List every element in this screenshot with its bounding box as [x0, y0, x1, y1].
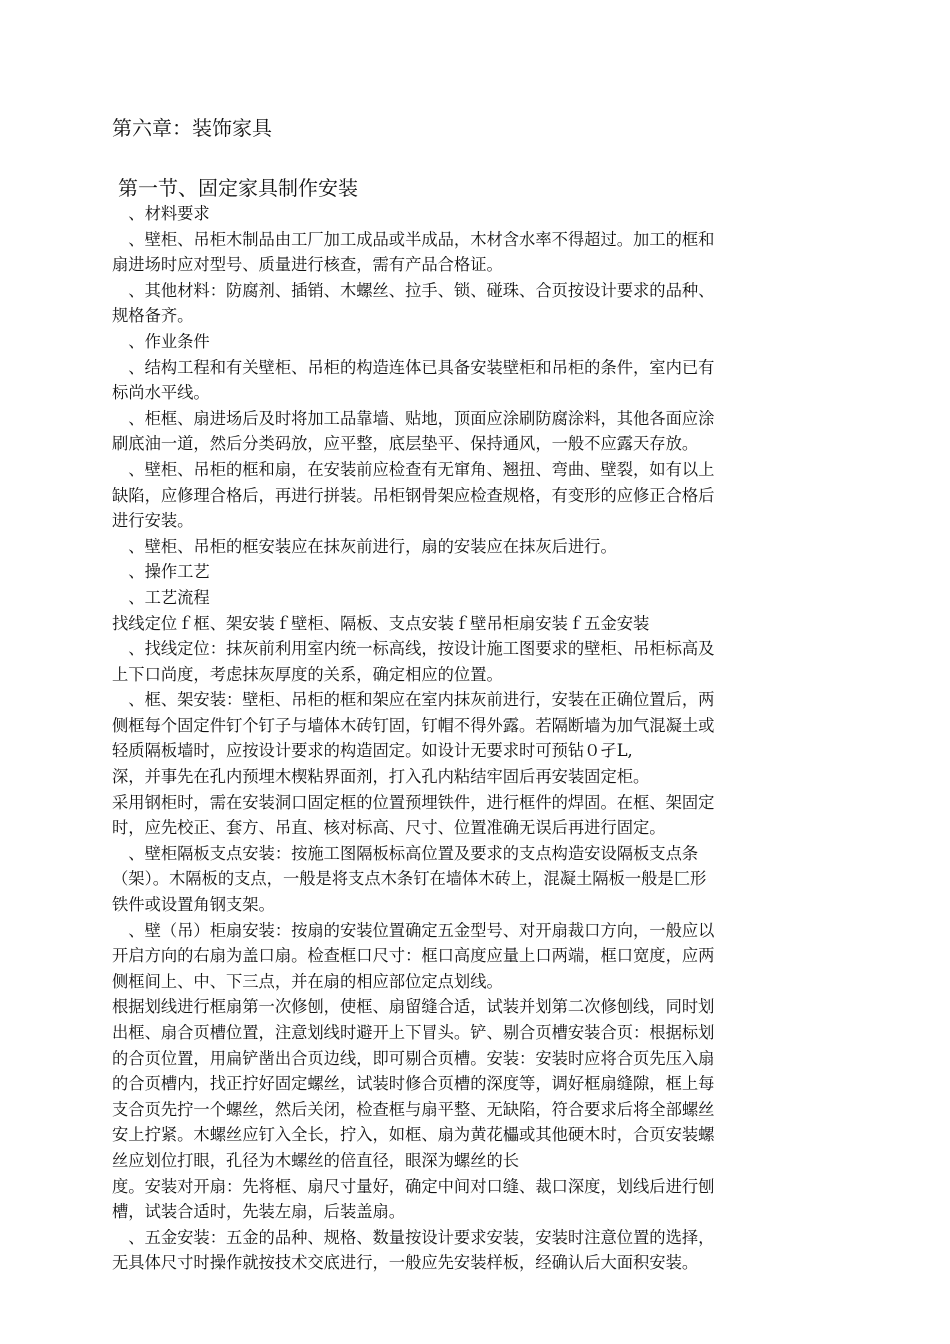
text-line: 根据划线进行框扇第一次修刨，使框、扇留缝合适，试装并划第二次修刨线，同时划 — [112, 997, 715, 1017]
text-line: 安上拧紧。木螺丝应钉入全长，拧入，如框、扇为黄花櫑或其他硬木时，合页安装螺 — [112, 1125, 715, 1145]
text-line: （架）。木隔板的支点，一般是将支点木条钉在墙体木砖上，混凝土隔板一般是匚形 — [112, 869, 707, 889]
text-line: 、框、架安装：壁柜、吊柜的框和架应在室内抹灰前进行，安装在正确位置后，两 — [112, 690, 715, 710]
text-line: 、壁（吊）柜扇安装：按扇的安装位置确定五金型号、对开扇裁口方向，一般应以 — [112, 920, 715, 940]
document-body — [112, 201, 828, 1276]
text-line: 进行安装。 — [112, 511, 194, 531]
text-line: 、材料要求 — [112, 204, 210, 223]
text-line: 出框、扇合页槽位置，注意划线时避开上下冒头。铲、剔合页槽安装合页：根据标划 — [112, 1023, 715, 1042]
text-line: 、壁柜、吊柜木制品由工厂加工成品或半成品，木材含水率不得超过。加工的框和 — [112, 229, 715, 249]
text-line: 支合页先拧一个螺丝，然后关闭，检查框与扇平整、无缺陷，符合要求后将全部螺丝 — [112, 1099, 715, 1119]
text-line: 、壁柜、吊柜的框安装应在抹灰前进行，扇的安装应在抹灰后进行。 — [112, 536, 617, 556]
text-line: 轻质隔板墙时，应按设计要求的构造固定。如设计无要求时可预钻０孑L, — [112, 741, 633, 761]
text-line: 、作业条件 — [112, 331, 210, 351]
text-line: 侧框每个固定件钉个钉子与墙体木砖钉固，钉帽不得外露。若隔断墙为加气混凝土或 — [112, 715, 715, 735]
text-line: 采用钢柜时，需在安装洞口固定框的位置预埋铁件，进行框件的焊固。在框、架固定 — [112, 792, 715, 812]
text-line: 刷底油一道，然后分类码放，应平整，底层垫平、保持通风，一般不应露天存放。 — [112, 434, 699, 454]
text-line: 、其他材料：防腐剂、插销、木螺丝、拉手、锁、碰珠、合页按设计要求的品种、 — [112, 280, 715, 300]
text-line: 开启方向的右扇为盖口扇。检查框口尺寸：框口高度应量上口两端，框口宽度，应两 — [112, 946, 715, 966]
text-line: 槽，试装合适时，先装左扇，后装盖扇。 — [112, 1202, 406, 1222]
text-line: 侧框间上、中、下三点，并在扇的相应部位定点划线。 — [112, 971, 503, 991]
text-line: 、壁柜、吊柜的框和扇，在安装前应检查有无窜角、翘扭、弯曲、壁裂，如有以上 — [112, 459, 715, 479]
text-line: 、壁柜隔板支点安装：按施工图隔板标高位置及要求的支点构造安设隔板支点条 — [112, 843, 699, 863]
text-line: 、柜框、扇进场后及时将加工品靠墙、贴地，顶面应涂刷防腐涂料，其他各面应涂 — [112, 408, 715, 428]
text-line: 无具体尺寸时操作就按技术交底进行，一般应先安装样板，经确认后大面积安装。 — [112, 1253, 699, 1273]
chapter-title: 第六章：装饰家具 — [112, 116, 272, 140]
text-line: 、五金安装：五金的品种、规格、数量按设计要求安装，安装时注意位置的选择， — [112, 1227, 715, 1247]
text-line: 、操作工艺 — [112, 562, 210, 582]
section-title: 第一节、固定家具制作安装 — [118, 176, 358, 200]
text-line: 找线定位ｆ框、架安装ｆ壁柜、隔板、支点安装ｆ壁吊柜扇安装ｆ五金安装 — [112, 613, 650, 633]
text-line: 的合页槽内，找正拧好固定螺丝，试装时修合页槽的深度等，调好框扇缝隙，框上每 — [112, 1074, 715, 1094]
text-line: 铁件或设置角钢支架。 — [112, 895, 275, 915]
text-line: 时，应先校正、套方、吊直、核对标高、尺寸、位置准确无误后再进行固定。 — [112, 818, 666, 838]
text-line: 扇进场时应对型号、质量进行核查，需有产品合格证。 — [112, 255, 503, 275]
text-line: 、结构工程和有关壁柜、吊柜的构造连体已具备安装壁柜和吊柜的条件，室内已有 — [112, 357, 715, 377]
text-line: 缺陷，应修理合格后，再进行拼装。吊柜钢骨架应检查规格，有变形的应修正合格后 — [112, 485, 715, 505]
text-line: 、工艺流程 — [112, 587, 210, 607]
text-line: 规格备齐。 — [112, 306, 194, 326]
text-line: 、找线定位：抹灰前利用室内统一标高线，按设计施工图要求的壁柜、吊柜标高及 — [112, 639, 715, 659]
text-line: 深，并事先在孔内预埋木楔粘界面剂，打入孔内粘结牢固后再安装固定柜。 — [112, 767, 650, 787]
text-line: 上下口尚度，考虑抹灰厚度的关系，确定相应的位置。 — [112, 664, 503, 684]
text-line: 标尚水平线。 — [112, 383, 210, 403]
text-line: 丝应划位打眼，孔径为木螺丝的倍直径，眼深为螺丝的长 — [112, 1150, 520, 1170]
text-line: 度。安装对开扇：先将框、扇尺寸量好，确定中间对口缝、裁口深度，划线后进行刨 — [112, 1176, 715, 1196]
text-line: 的合页位置，用扁铲凿出合页边线，即可剔合页槽。安装：安装时应将合页先压入扇 — [112, 1048, 715, 1068]
